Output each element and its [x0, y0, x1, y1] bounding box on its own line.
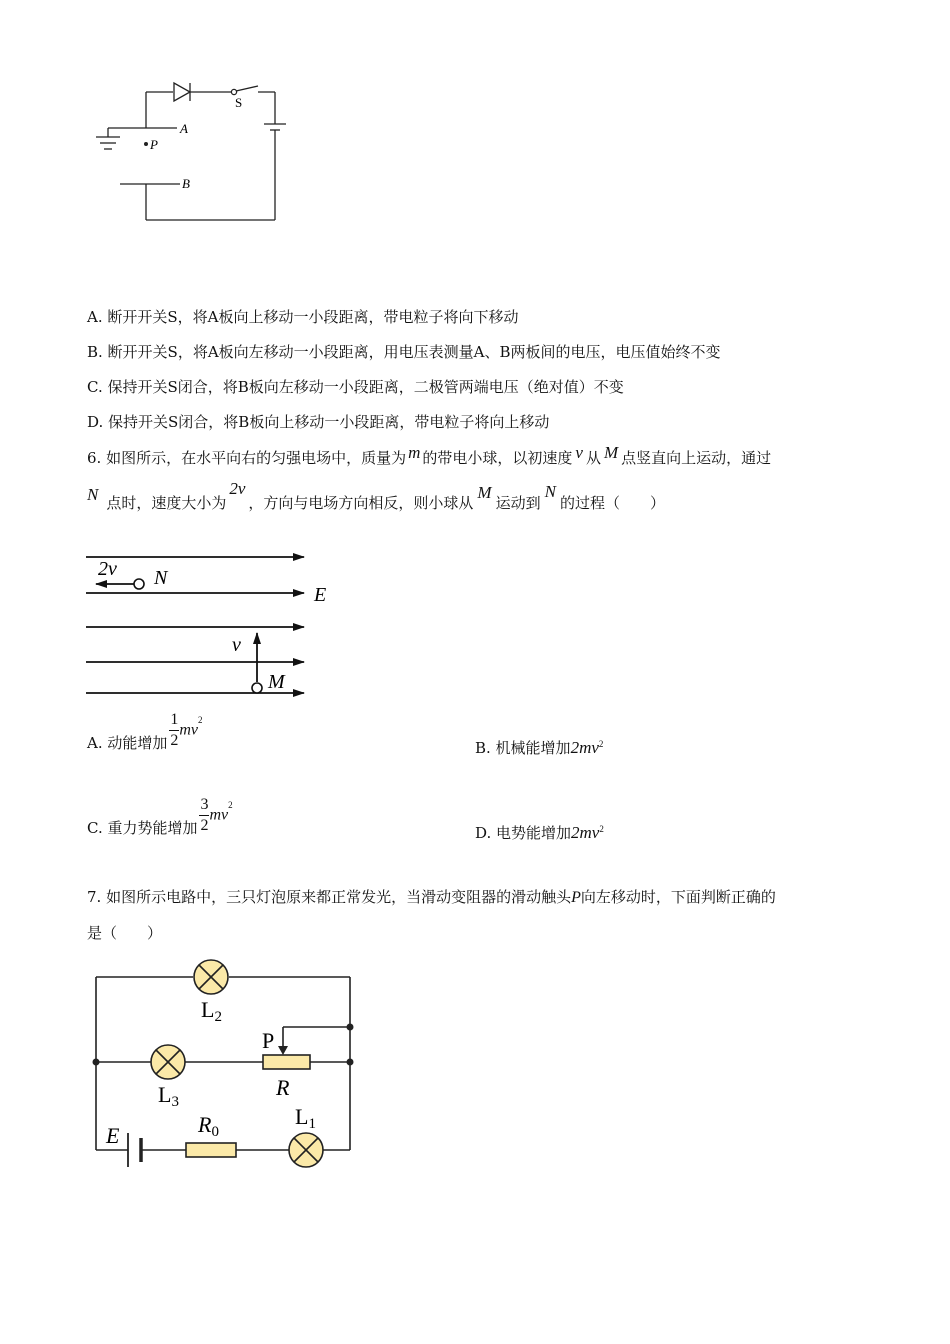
- q5-option-c: C. 保持开关S闭合，将B板向左移动一小段距离，二极管两端电压（绝对值）不变: [87, 378, 624, 396]
- q7-stem-line2: 是（ ）: [87, 924, 163, 942]
- resistor-r0-label: R0: [198, 1112, 219, 1140]
- var-N: N: [87, 485, 99, 504]
- lamp-l2-label: L2: [201, 997, 222, 1025]
- fig-v-label: v: [232, 634, 241, 656]
- lamp-circuit-figure: [88, 955, 368, 1180]
- q5-option-d: D. 保持开关S闭合，将B板向上移动一小段距离，带电粒子将向上移动: [87, 413, 550, 431]
- q6-stem-line1: 6. 如图所示，在水平向右的匀强电场中，质量为 m 的带电小球，以初速度 v 从 M 点竖直向上运动，通过: [87, 443, 772, 467]
- rheostat-r-label: R: [276, 1075, 290, 1100]
- var-M2: M: [477, 483, 492, 502]
- q7-stem-line1: 7. 如图所示电路中，三只灯泡原来都正常发光，当滑动变阻器的滑动触头P向左移动时，下面判断正确的: [87, 888, 776, 906]
- plate-a-label: A: [180, 121, 188, 136]
- var-P: P: [571, 889, 581, 906]
- q6-option-a: A. 动能增加 $\frac{1}{2}$ $mv^2$: [87, 711, 203, 752]
- lamp-l1-label: L1: [295, 1104, 316, 1132]
- var-M: M: [603, 443, 619, 462]
- plate-b-label: B: [182, 176, 190, 191]
- slider-p-label: P: [262, 1028, 275, 1053]
- q5-option-a: A. 断开开关S，将A板向上移动一小段距离，带电粒子将向下移动: [87, 308, 519, 326]
- var-m: m: [408, 443, 421, 462]
- var-2v: 2v: [229, 479, 246, 498]
- particle-p-label: P: [150, 137, 158, 152]
- q5-option-b: B. 断开开关S，将A板向左移动一小段距离，用电压表测量A、B两板间的电压，电压值始终不变: [87, 343, 721, 361]
- q6-option-b: B. 机械能增加$2mv^2$: [475, 738, 604, 757]
- q6-option-d: D. 电势能增加$2mv^2$: [475, 823, 604, 842]
- fig-2v-label: 2v: [98, 558, 117, 580]
- var-v: v: [575, 443, 583, 462]
- q6-stem-line2: N 点时，速度大小为2v，方向与电场方向相反，则小球从M运动到N的过程（ ）: [87, 479, 665, 512]
- capacitor-circuit-figure: [88, 80, 288, 230]
- q6-option-c: C. 重力势能增加 $\frac{3}{2}$ $mv^2$: [87, 796, 233, 837]
- electric-field-figure: [84, 545, 344, 705]
- fig-M-label: M: [268, 671, 285, 693]
- switch-label: S: [235, 95, 243, 110]
- fig-N-label: N: [154, 567, 168, 589]
- var-N2: N: [544, 482, 556, 501]
- fig-E-label: E: [314, 584, 327, 606]
- lamp-l3-label: L3: [158, 1082, 179, 1110]
- battery-e-label: E: [106, 1123, 120, 1148]
